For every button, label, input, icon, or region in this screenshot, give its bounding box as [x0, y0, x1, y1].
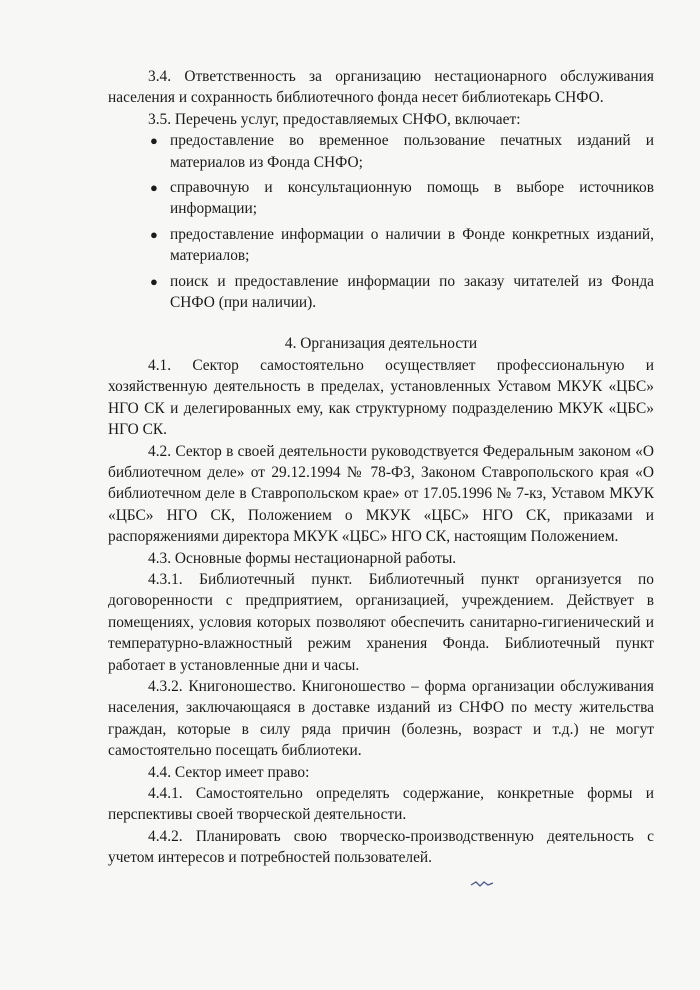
list-item-text: справочную и консультационную помощь в выборе источников информации;: [170, 179, 654, 218]
bullet-icon: ●: [150, 133, 158, 149]
list-item-text: предоставление во временное пользование печатных изданий и материалов из Фонда СНФО;: [170, 132, 654, 171]
paragraph-4-2: 4.2. Сектор в своей деятельности руководствуется Федеральным законом «О библиотечном деле» от 29.12.1994 № 78-ФЗ, Законом Ставропольского края «О библиотечном деле в Ставропольском крае» от 17.05.1996 № 7-кз, Уставом МКУК «ЦБС» НГО СК, Положением о МКУК «ЦБС» НГО СК, приказами и распоряжениями директора МКУК «ЦБС» НГО СК, настоящим Положением.: [108, 442, 654, 546]
paragraph-4-3-2: 4.3.2. Книгоношество. Книгоношество – форма организации обслуживания населения, заключающаяся в доставке изданий из СНФО по месту жительства граждан, которые в силу ряда причин (болезнь, возраст и т.д.) не могут самостоятельно посещать библиотеки.: [108, 677, 654, 760]
list-item: [150, 224, 654, 267]
list-item-text: поиск и предоставление информации по заказу читателей из Фонда СНФО (при наличии).: [170, 272, 654, 312]
paragraph-4-3: 4.3. Основные формы нестационарной работы.: [148, 549, 457, 567]
paragraph-3-4: 3.4. Ответственность за организацию нестационарного обслуживания населения и сохранность библиотечного фонда несет библиотекарь СНФО.: [108, 68, 654, 107]
bullet-icon: ●: [150, 273, 158, 289]
paragraph-4-4-1: 4.4.1. Самостоятельно определять содержание, конкретные формы и перспективы своей творческой деятельности.: [108, 785, 654, 824]
paragraph-4-4: 4.4. Сектор имеет право:: [148, 763, 310, 781]
list-item-text: предоставление информации о наличии в Фонде конкретных изданий, материалов;: [170, 225, 654, 265]
services-list: [108, 130, 654, 313]
paragraph-4-3-1: 4.3.1. Библиотечный пункт. Библиотечный пункт организуется по договоренности с предприятием, организацией, учреждением. Действует в помещениях, условия которых позволяют обеспечить санитарно-гигиенический и температурно-влажностный режим хранения Фонда. Библиотечный пункт работает в установленные дни и часы.: [108, 570, 654, 674]
bullet-icon: ●: [150, 226, 158, 242]
list-item: [150, 177, 654, 220]
list-item: [150, 130, 654, 173]
bullet-icon: ●: [150, 180, 158, 196]
paragraph-4-1: 4.1. Сектор самостоятельно осуществляет профессиональную и хозяйственную деятельность в пределах, установленных Уставом МКУК «ЦБС» НГО СК и делегированных ему, как структурному подразделению МКУК «ЦБС» НГО СК.: [108, 356, 654, 439]
paragraph-4-4-2: 4.4.2. Планировать свою творческо-производственную деятельность с учетом интересов и потребностей пользователей.: [108, 827, 654, 867]
section-4-title: 4. Организация деятельности: [284, 335, 478, 353]
paragraph-3-5: 3.5. Перечень услуг, предоставляемых СНФО, включает:: [148, 110, 521, 128]
list-item: [150, 271, 654, 314]
scan-mark-icon: [470, 880, 494, 888]
